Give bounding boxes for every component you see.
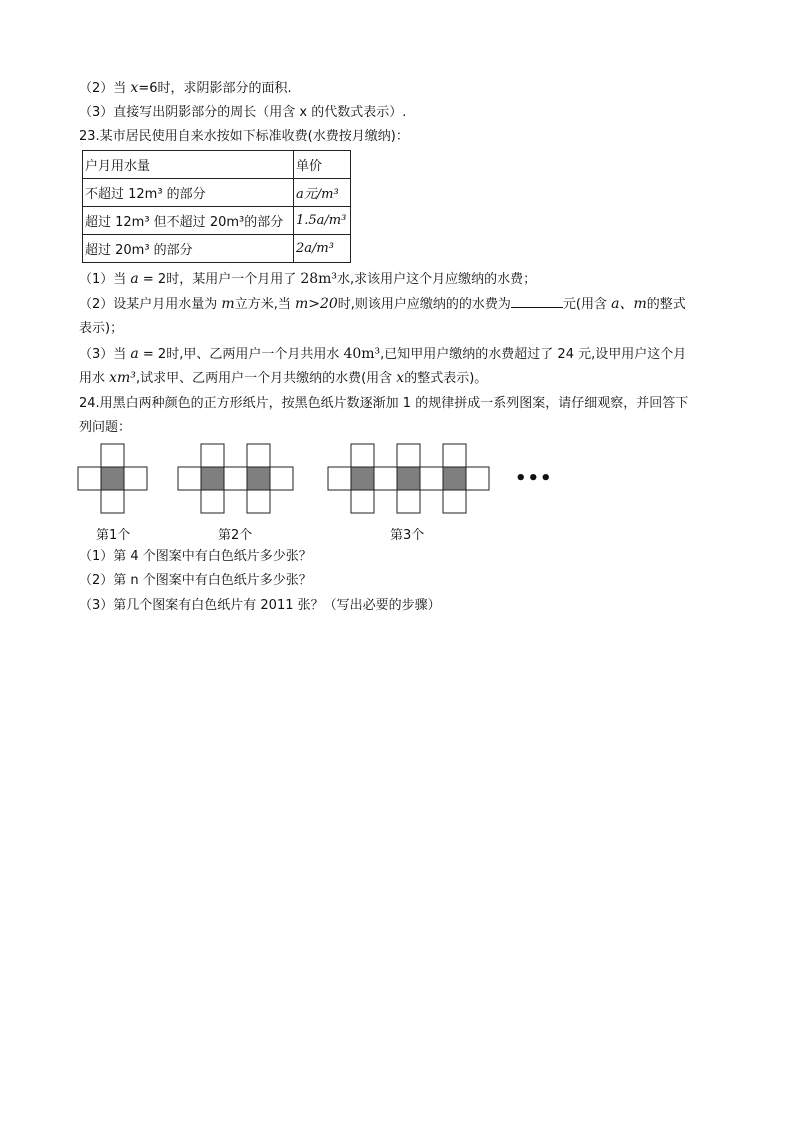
header-usage: 户月用水量 <box>83 151 294 179</box>
pattern-figure-1 <box>78 444 147 513</box>
unit-price: 1.5a/m³ <box>294 207 351 235</box>
white-tile <box>201 444 224 467</box>
q23-title: 23.某市居民使用自来水按如下标准收费(水费按月缴纳)： <box>79 129 409 144</box>
ellipsis-dots: ••• <box>515 468 553 489</box>
white-tile <box>78 467 101 490</box>
q23-part3: （3）当 a = 2时,甲、乙两用户一个月共用水 40m³,已知甲用户缴纳的水费超过了 24 元,设甲用户这个月 <box>79 346 687 362</box>
white-tile <box>124 467 147 490</box>
q24-title: 24.用黑白两种颜色的正方形纸片，按黑色纸片数逐渐加 1 的规律拼成一系列图案，请仔细观察，并回答下 <box>79 396 689 411</box>
white-tile <box>351 444 374 467</box>
usage-range: 超过 12m³ 但不超过 20m³的部分 <box>83 207 294 235</box>
black-tile <box>201 467 224 490</box>
white-tile <box>101 444 124 467</box>
white-tile <box>397 444 420 467</box>
white-tile <box>328 467 351 490</box>
q23-part3-cont: 用水 xm³,试求甲、乙两用户一个月共缴纳的水费(用含 x的整式表示)。 <box>79 370 488 386</box>
white-tile <box>224 467 247 490</box>
figure-caption-3: 第3个 <box>390 528 425 543</box>
q23-part1: （1）当 a = 2时，某用户一个月用了 28m³水,求该用户这个月应缴纳的水费； <box>79 271 537 287</box>
unit-price: a元/m³ <box>294 179 351 207</box>
white-tile <box>374 467 397 490</box>
white-tile <box>247 444 270 467</box>
pattern-figure-3 <box>328 444 489 513</box>
black-tile <box>351 467 374 490</box>
white-tile <box>351 490 374 513</box>
white-tile <box>466 467 489 490</box>
usage-range: 不超过 12m³ 的部分 <box>83 179 294 207</box>
white-tile <box>101 490 124 513</box>
white-tile <box>420 467 443 490</box>
black-tile <box>101 467 124 490</box>
pattern-figure-2 <box>178 444 293 513</box>
q24-part3: （3）第几个图案有白色纸片有 2011 张？（写出必要的步骤） <box>79 598 441 613</box>
q23-part2: （2）设某户月用水量为 m立方米,当 m>20时,则该用户应缴纳的的水费为 元(用含 a、m的整式 <box>79 296 686 312</box>
black-tile <box>397 467 420 490</box>
white-tile <box>443 490 466 513</box>
header-price: 单价 <box>294 151 351 179</box>
white-tile <box>247 490 270 513</box>
tile-pattern-figures <box>0 0 794 560</box>
black-tile <box>247 467 270 490</box>
white-tile <box>397 490 420 513</box>
white-tile <box>270 467 293 490</box>
white-tile <box>443 444 466 467</box>
figure-caption-1: 第1个 <box>96 528 131 543</box>
unit-price: 2a/m³ <box>294 235 351 263</box>
q24-title-cont: 列问题： <box>79 420 132 435</box>
q22-part2: （2）当 x=6时，求阴影部分的面积. <box>79 80 292 96</box>
q24-part2: （2）第 n 个图案中有白色纸片多少张？ <box>79 573 312 588</box>
white-tile <box>178 467 201 490</box>
q22-part3: （3）直接写出阴影部分的周长（用含 x 的代数式表示）. <box>79 105 407 120</box>
q23-part2-cont: 表示)； <box>79 321 124 336</box>
figure-caption-2: 第2个 <box>218 528 253 543</box>
black-tile <box>443 467 466 490</box>
white-tile <box>201 490 224 513</box>
usage-range: 超过 20m³ 的部分 <box>83 235 294 263</box>
q24-part1: （1）第 4 个图案中有白色纸片多少张？ <box>79 549 312 564</box>
